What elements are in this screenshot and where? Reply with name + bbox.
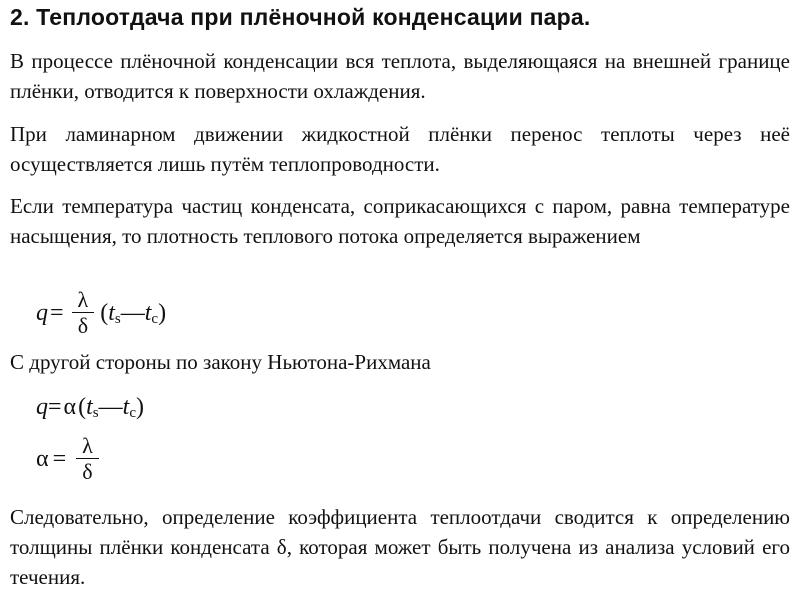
formula-t-wall: t: [144, 299, 152, 326]
paragraph-condensation-heat: В процессе плёночной конденсации вся теплота, выделяющаяся на внешней границе плёнки, отводится к поверхности охлаждения.: [10, 49, 790, 103]
formula-open-paren: (: [100, 299, 109, 326]
formula-newton-richman: [36, 390, 144, 424]
fraction-numerator: λ: [77, 286, 89, 312]
formula-subscript-c: c: [129, 404, 136, 421]
formula-open-paren: (: [78, 393, 87, 420]
paragraph-conclusion: Следовательно, определение коэффициента теплоотдачи сводится к определению толщины плёнки конденсата δ, которая может быть получена из анализа условий его течения.: [10, 505, 790, 589]
formula-heat-flux-conduction: [36, 284, 166, 342]
formula-close-paren: ): [158, 299, 167, 326]
formula-minus: —: [98, 393, 123, 420]
formula-lhs: q: [36, 393, 48, 420]
formula-lhs: q: [36, 299, 48, 326]
formula-t-wall: t: [122, 393, 130, 420]
formula-fraction: [76, 434, 99, 485]
formula-subscript-s: s: [92, 404, 99, 421]
formula-equals: =: [50, 299, 64, 326]
formula-equals: =: [48, 393, 62, 420]
fraction-denominator: δ: [77, 312, 89, 338]
formula-minus: —: [120, 299, 145, 326]
formula-t-saturation: t: [108, 299, 115, 326]
formula-alpha-definition: [36, 430, 105, 488]
fraction-numerator: λ: [82, 432, 93, 458]
formula-close-paren: ): [135, 393, 144, 420]
formula-t-saturation: t: [86, 393, 93, 420]
paragraph-newton-richman: С другой стороны по закону Ньютона-Рихмана: [10, 350, 431, 374]
paragraph-laminar-film: При ламинарном движении жидкостной плёнки перенос теплоты через неё осуществляется лишь путём теплопроводности.: [10, 122, 790, 176]
slide-title: 2. Теплоотдача при плёночной конденсации пара.: [10, 4, 591, 30]
formula-alpha: α: [63, 393, 77, 420]
formula-lhs: α: [36, 445, 49, 472]
paragraph-heat-flux-expression: Если температура частиц конденсата, соприкасающихся с паром, равна температуре насыщения, то плотность теплового потока определяется выражением: [10, 194, 790, 248]
formula-subscript-c: c: [151, 310, 159, 327]
fraction-denominator: δ: [82, 458, 93, 484]
formula-subscript-s: s: [114, 310, 121, 327]
formula-equals: =: [52, 445, 67, 472]
formula-fraction: [72, 288, 95, 339]
